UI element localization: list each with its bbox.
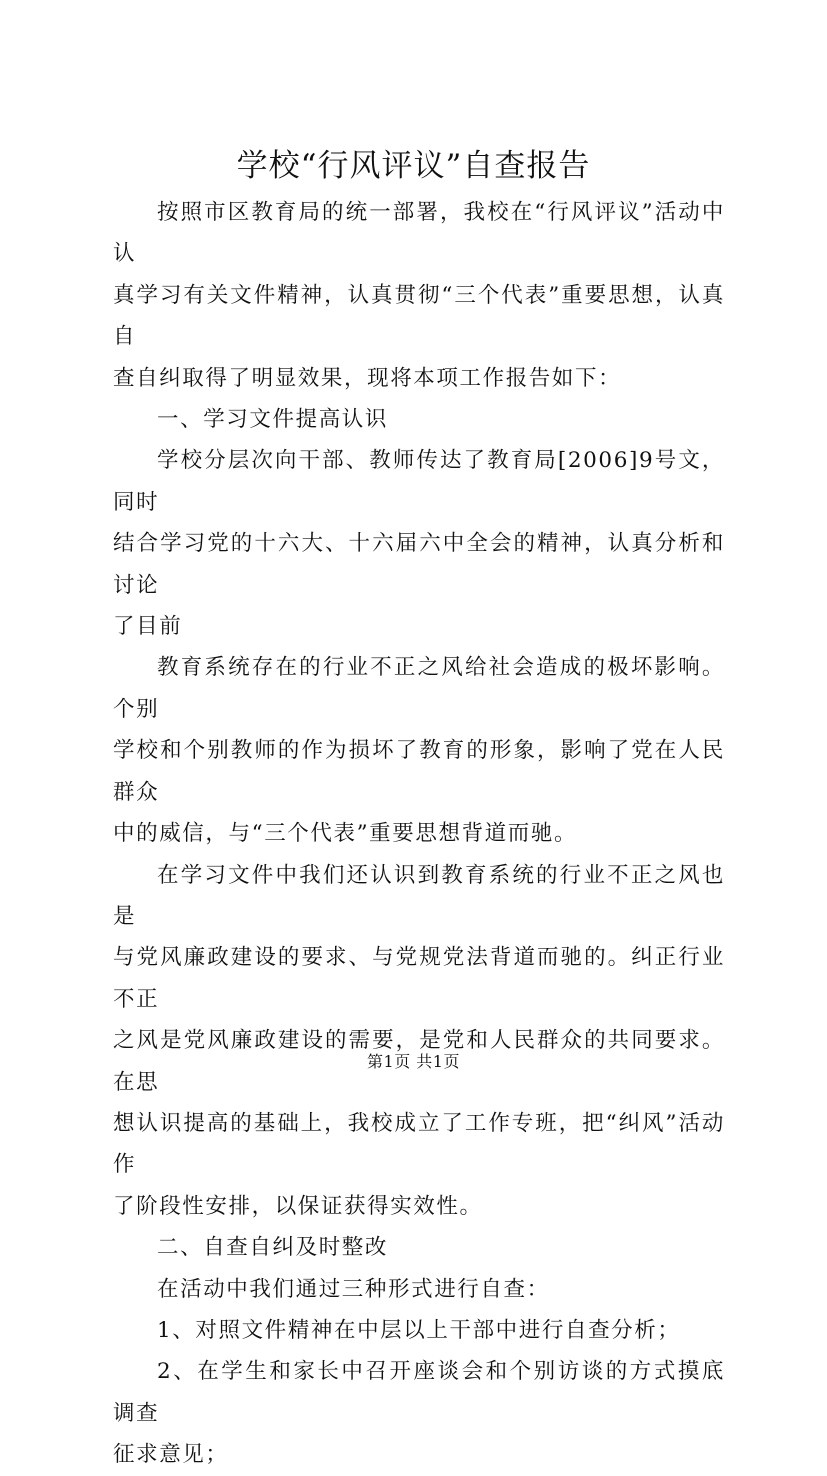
section-heading-2: 二、自查自纠及时整改 (157, 1235, 389, 1261)
list-item-1: 1、对照文件精神在中层以上干部中进行自查分析； (157, 1317, 681, 1343)
paragraph-industry-influence: 教育系统存在的行业不正之风给社会造成的极坏影响。个别 学校和个别教师的作为损坏了教育的形象，影响了党在人民群众 中的威信，与“三个代表”重要思想背道而驰。 (113, 655, 725, 847)
list-item-2: 2、在学生和家长中召开座谈会和个别访谈的方式摸底调查 征求意见； (113, 1359, 725, 1468)
paragraph-intro: 按照市区教育局的统一部署，我校在“行风评议”活动中认 真学习有关文件精神，认真贯彻“三个代表”重要思想，认真自 查自纠取得了明显效果，现将本项工作报告如下： (113, 200, 725, 391)
section-heading-1: 一、学习文件提高认识 (157, 407, 389, 433)
page-footer: 第1页 共1页 (367, 1052, 460, 1071)
paragraph-three-forms: 在活动中我们通过三种形式进行自查： (157, 1276, 550, 1302)
paragraph-party-conduct: 在学习文件中我们还认识到教育系统的行业不正之风也是 与党风廉政建设的要求、与党规党法背道而驰的。纠正行业不正 之风是党风廉政建设的需要，是党和人民群众的共同要求。在思 想认识提高的基础上，我校成立了工作专班，把“纠风”活动作 了阶段性安排，以保证获得实效性。 (113, 862, 725, 1219)
document-body (113, 192, 725, 1476)
paragraph-study-documents: 学校分层次向干部、教师传达了教育局[2006]9号文，同时 结合学习党的十六大、十六届六中全会的精神，认真分析和讨论 了目前 (113, 448, 725, 640)
document-title: 学校“行风评议”自查报告 (236, 148, 591, 184)
